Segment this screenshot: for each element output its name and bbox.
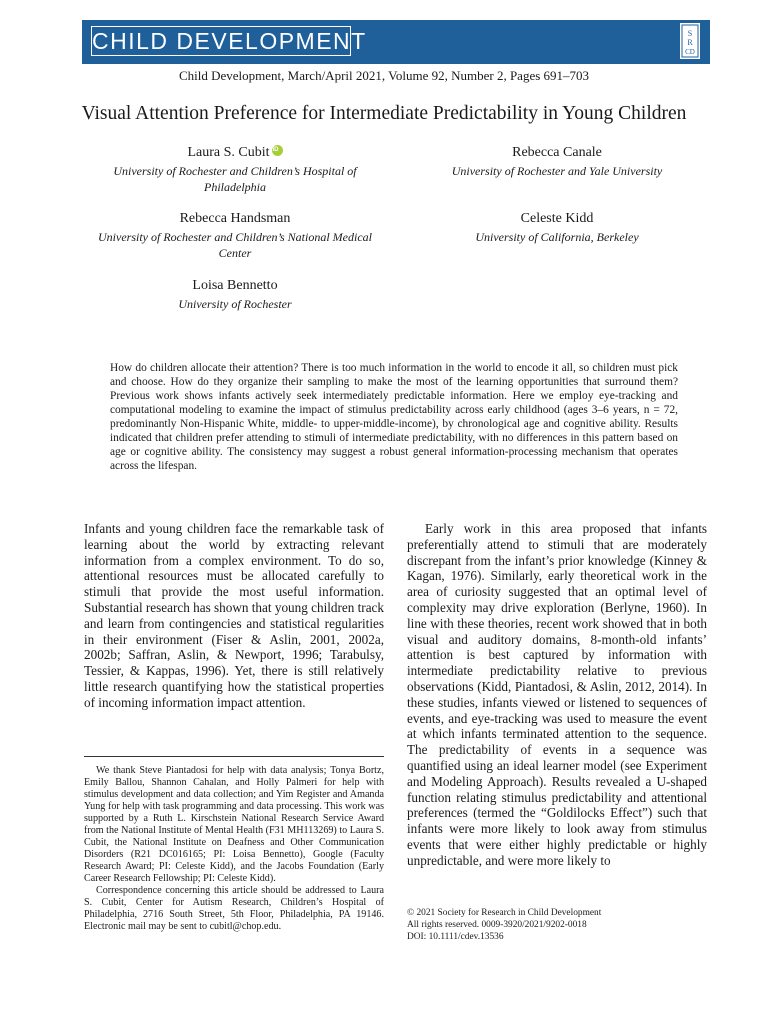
author-name: Loisa Bennetto bbox=[192, 278, 278, 293]
body-paragraph: Infants and young children face the remarkable task of learning about the world by extracting relevant information from a complex environment. To do so, attentional resources must be allocated carefully to stimuli that provide the most useful information. Substantial research has shown that young children track and learn from contingencies and statistical regularities in their environment (Fiser & Aslin, 2001, 2002a, 2002b; Saffran, Aslin, & Newport, 1996; Tarabulsy, Tessier, & Kappas, 1996). Yet, there is still relatively little research quantifying how the statistical properties of incoming information impact attention. bbox=[84, 521, 384, 710]
author-name: Rebecca Canale bbox=[512, 145, 602, 160]
author-name: Laura S. Cubit bbox=[187, 145, 270, 160]
author-affiliation: University of Rochester and Children’s National Medical Center bbox=[98, 230, 372, 260]
acknowledgments-note: We thank Steve Piantadosi for help with data analysis; Tonya Bortz, Emily Ballou, Shannon Cahalan, and Holly Palmeri for help with stimulus development and data collection; and Yim Register and Amanda Yung for help with task programming and data processing. This work was supported by a Ruth L. Kirschstein National Research Service Award from the National Institute of Mental Health (F31 MH113269) to Laura S. Cubit, the National Institute on Deafness and Other Communication Disorders (R21 DC016165; PI: Loisa Bennetto), Google (Faculty Research Award; PI: Celeste Kidd), and the Jacobs Foundation (Early Career Research Fellowship; PI: Celeste Kidd). bbox=[84, 765, 384, 884]
author-name: Celeste Kidd bbox=[520, 211, 594, 226]
article-title: Visual Attention Preference for Intermediate Predictability in Young Children bbox=[81, 103, 687, 124]
citation-line: Child Development, March/April 2021, Volume 92, Number 2, Pages 691–703 bbox=[178, 68, 590, 83]
doi-line[interactable]: DOI: 10.1111/cdev.13536 bbox=[407, 932, 504, 942]
author-affiliation: University of California, Berkeley bbox=[475, 230, 639, 244]
svg-text:CD: CD bbox=[685, 48, 695, 56]
orcid-icon[interactable] bbox=[272, 145, 283, 156]
footnote-divider bbox=[84, 756, 384, 757]
journal-banner bbox=[82, 20, 710, 64]
footnotes bbox=[84, 765, 384, 933]
copyright-line: © 2021 Society for Research in Child Development bbox=[407, 908, 602, 918]
journal-title: CHILD DEVELOPMENT bbox=[92, 28, 367, 54]
author-block bbox=[84, 278, 386, 312]
body-column-right bbox=[407, 521, 707, 869]
abstract: How do children allocate their attention? There is too much information in the world to encode it all, so children must pick and choose. How do they organize their sampling to make the most of the learning opportunities that surround them? Previous work shows infants actively seek intermediately predictable information. Here we employ eye-tracking and computational modeling to examine the impact of stimulus predictability across early childhood (ages 3–6 years, n = 72, predominantly Non-Hispanic White, middle- to upper-middle-income), by chronological age and cognitive ability. Results indicated that children prefer attending to stimuli of intermediate predictability, with no differences in this pattern based on age or cognitive ability. The consistency may suggest a robust general information-processing mechanism that operates across the lifespan. bbox=[110, 362, 678, 472]
author-block bbox=[84, 145, 386, 195]
srcd-logo-icon bbox=[680, 23, 700, 59]
author-block bbox=[407, 211, 707, 245]
svg-text:R: R bbox=[687, 38, 693, 47]
author-affiliation: University of Rochester and Children’s Hospital of Philadelphia bbox=[113, 164, 357, 194]
journal-title-box bbox=[91, 26, 367, 56]
author-block bbox=[84, 211, 386, 261]
copyright-block bbox=[407, 907, 707, 943]
author-block bbox=[407, 145, 707, 179]
body-column-left bbox=[84, 521, 384, 711]
correspondence-note: Correspondence concerning this article should be addressed to Laura S. Cubit, Center for Autism Research, Children’s Hospital of Philadelphia, 2716 South Street, 5th Floor, Philadelphia, PA 19146. Electronic mail may be sent to cubitl@chop.edu. bbox=[84, 885, 384, 932]
svg-text:S: S bbox=[687, 29, 693, 38]
author-affiliation: University of Rochester bbox=[178, 297, 292, 311]
author-affiliation: University of Rochester and Yale University bbox=[451, 164, 663, 178]
author-name: Rebecca Handsman bbox=[179, 211, 291, 226]
body-paragraph: Early work in this area proposed that infants preferentially attend to stimuli that are moderately discrepant from the infant’s prior knowledge (Kinney & Kagan, 1976). Similarly, early theoretical work in the area of curiosity suggested that an optimal level of complexity may drive exploration (Berlyne, 1960). In line with these theories, recent work showed that in both visual and auditory domains, 8-month-old infants’ attention is best captured by information with intermediate predictability relative to previous observations (Kidd, Piantadosi, & Aslin, 2012, 2014). In these studies, infants viewed or listened to sequences of events, and eye-tracking was used to measure the event at which infants terminated attention to the sequence. The predictability of events in a sequence was quantified using an ideal learner model (see Experiment and Modeling Approach). Results revealed a U-shaped function relating stimulus predictability and attentional preferences (termed the “Goldilocks Effect”) such that infants were more likely to look away from stimulus events that were either highly predictable or highly unpredictable, and were more likely to bbox=[407, 521, 707, 868]
rights-line: All rights reserved. 0009-3920/2021/9202-0018 bbox=[407, 920, 587, 930]
